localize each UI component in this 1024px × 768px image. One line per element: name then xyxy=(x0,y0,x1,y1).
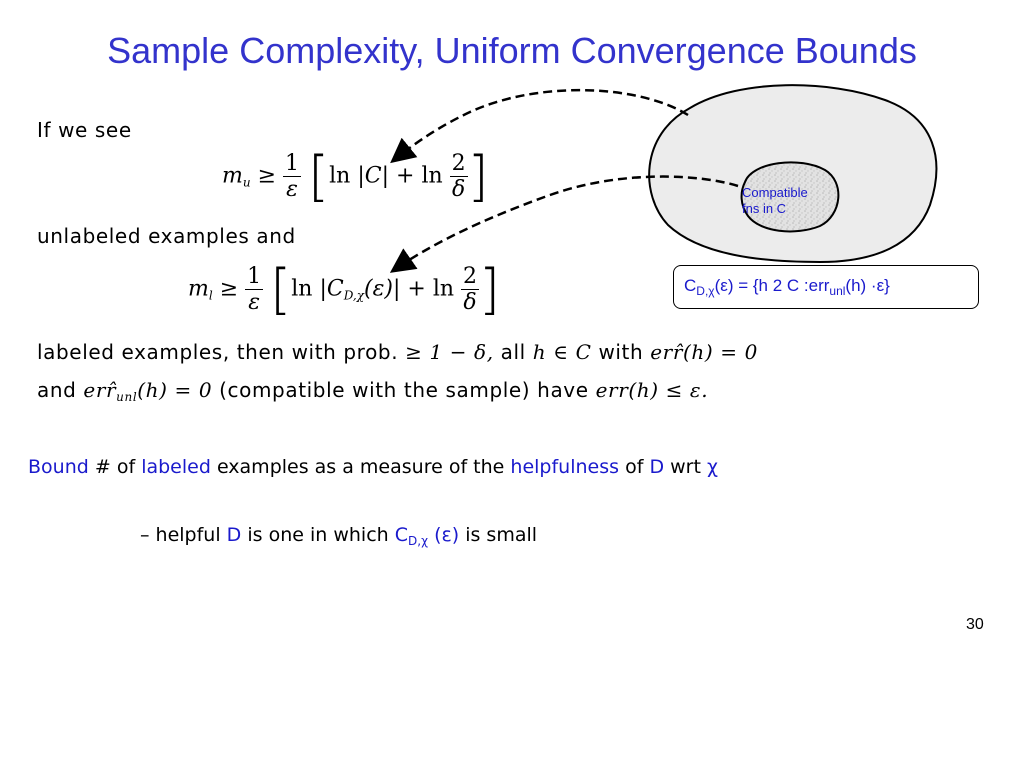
page-title: Sample Complexity, Uniform Convergence Bounds xyxy=(107,30,917,71)
labeled-bound-equation: $m_l$ ≥ $\frac{1}{\varepsilon}$ [ln $|C_{D,\chi}(\varepsilon)| + \ln$ $\frac{2}{\delta}$ ] xyxy=(188,258,501,321)
page-number: 30 xyxy=(966,616,984,633)
if-we-see-text: If we see xyxy=(37,118,132,142)
unlabeled-bound-equation: $m_u$ ≥ $\frac{1}{\varepsilon}$ [ln |C| + ln $\frac{2}{\delta}$ ] xyxy=(222,145,489,208)
compatible-line: and $err̂_{unl}(h) = 0$ (compatible with the sample) have err(h) ≤ ε. xyxy=(37,378,709,404)
compatibility-set-definition: $C_{D,\chi}(\varepsilon) = \{h$ 2 C :err$_{unl}$(h) ·ε} xyxy=(673,265,979,309)
helpful-d-statement: – helpful D is one in which $C_{D,\chi}$ (ε) is small xyxy=(140,524,538,548)
labeled-examples-line: labeled examples, then with prob. ≥ 1 − δ, all h ∈ C with err̂(h) = 0 xyxy=(37,340,758,364)
compatible-fns-label: Compatible fns in C xyxy=(742,185,808,216)
bound-statement: Bound # of labeled examples as a measure of the helpfulness of D wrt χ xyxy=(28,456,718,478)
unlabeled-examples-text: unlabeled examples and xyxy=(37,224,296,248)
